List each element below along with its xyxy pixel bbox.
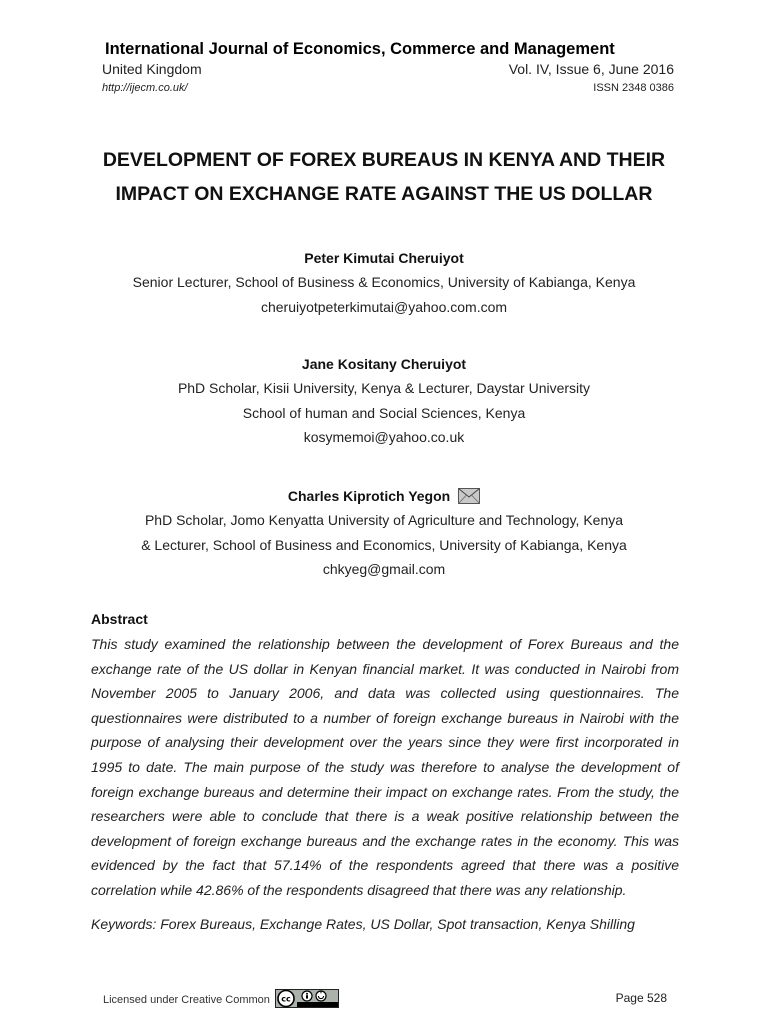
author-affiliation: PhD Scholar, Kisii University, Kenya & Lecturer, Daystar University [177,380,591,396]
author-email-link[interactable]: cheruiyotpeterkimutai@yahoo.com.com [260,298,508,315]
author-block-3 [60,484,708,582]
header-row-1 [102,61,674,77]
paper-title [60,143,708,211]
license-footer [103,989,339,1008]
author-name: Charles Kiprotich Yegon [287,488,451,504]
svg-text:cc: cc [281,994,291,1004]
header-row-2 [102,82,674,94]
author-name-row [60,484,708,508]
creative-commons-badge-icon[interactable] [275,989,339,1008]
journal-issn: ISSN 2348 0386 [593,82,674,94]
page-number: Page 528 [615,991,667,1005]
author-email-link[interactable]: chkyeg@gmail.com [322,561,446,577]
author-affiliation: Senior Lecturer, School of Business & Economics, University of Kabianga, Kenya [132,274,636,290]
abstract-heading: Abstract [91,611,148,627]
author-affiliation: School of human and Social Sciences, Kenya [242,404,526,421]
paper-title-line-2: IMPACT ON EXCHANGE RATE AGAINST THE US DOLLAR [115,183,653,205]
keywords-line: Keywords: Forex Bureaus, Exchange Rates, US Dollar, Spot transaction, Kenya Shilling [91,916,635,932]
author-email-link[interactable]: kosymemoi@yahoo.co.uk [303,429,465,445]
paper-title-line-1: DEVELOPMENT OF FOREX BUREAUS IN KENYA AND THEIR [102,149,666,171]
envelope-icon[interactable] [458,487,480,503]
author-block-2 [60,352,708,450]
author-name: Peter Kimutai Cheruiyot [304,250,464,266]
journal-url-link[interactable]: http://ijecm.co.uk/ [102,82,188,94]
author-name: Jane Kositany Cheruiyot [301,356,467,372]
author-block-1 [60,246,708,319]
author-affiliation: & Lecturer, School of Business and Economics, University of Kabianga, Kenya [141,536,627,553]
license-text: Licensed under Creative Common [103,994,270,1006]
journal-country: United Kingdom [102,61,202,77]
journal-title: International Journal of Economics, Commerce and Management [105,40,615,58]
journal-volume: Vol. IV, Issue 6, June 2016 [508,61,674,77]
author-affiliation: PhD Scholar, Jomo Kenyatta University of Agriculture and Technology, Kenya [144,512,624,528]
abstract-body: This study examined the relationship between the development of Forex Bureaus and the exchange rate of the US dollar in Kenyan financial market. It was conducted in Nairobi from November 2005 to January 2006, and data was collected using questionnaires. The questionnaires were distributed to a number of foreign exchange bureaus in Nairobi with the purpose of analysing their development over the years since they were first incorporated in 1995 to date. The main purpose of the study was therefore to analyse the development of foreign exchange bureaus and determine their impact on exchange rates. From the study, the researchers were able to conclude that there is a weak positive relationship between the development of foreign exchange bureaus and the exchange rates in the economy. This was evidenced by the fact that 57.14% of the respondents agreed that there was a positive correlation while 42.86% of the respondents disagreed that there was any relationship. [91,636,679,898]
